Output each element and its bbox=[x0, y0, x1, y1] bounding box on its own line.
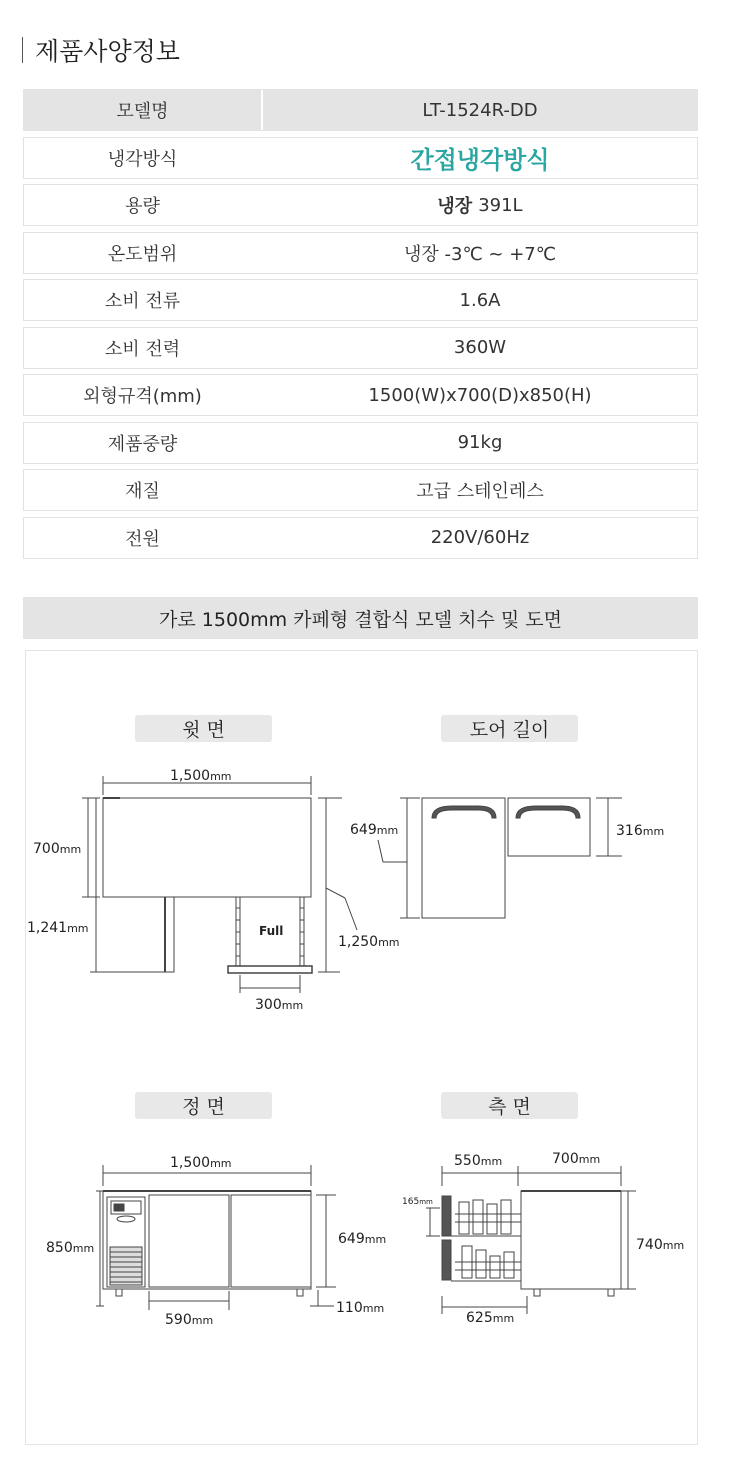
spec-key: 소비 전류 bbox=[24, 280, 263, 320]
spec-value: LT-1524R-DD bbox=[422, 99, 538, 121]
spec-key: 용량 bbox=[24, 185, 263, 225]
front-width-label: 1,500mm bbox=[170, 1155, 232, 1171]
full-label: Full bbox=[259, 924, 284, 938]
spec-key: 온도범위 bbox=[24, 233, 263, 273]
side-view-label: 측 면 bbox=[441, 1092, 578, 1119]
spec-value: 1.6A bbox=[459, 289, 501, 311]
top-gap-label: 300mm bbox=[255, 997, 304, 1013]
top-total-left-label: 1,241mm bbox=[27, 920, 89, 936]
top-depth-label: 700mm bbox=[33, 841, 82, 857]
spec-value: 1500(W)x700(D)x850(H) bbox=[368, 384, 592, 406]
front-view-label: 정 면 bbox=[135, 1092, 272, 1119]
side-open-label: 625mm bbox=[466, 1310, 515, 1326]
spec-value: 고급 스테인레스 bbox=[416, 481, 544, 502]
spec-value: 냉장 -3℃ ~ +7℃ bbox=[404, 243, 556, 265]
spec-key: 전원 bbox=[24, 518, 263, 558]
top-width-label: 1,500mm bbox=[170, 768, 232, 784]
front-height-label: 850mm bbox=[46, 1240, 95, 1256]
side-drawer-label: 550mm bbox=[454, 1153, 503, 1169]
spec-key: 모델명 bbox=[24, 90, 263, 130]
top-view-label: 윗 면 bbox=[135, 715, 272, 742]
spec-key: 냉각방식 bbox=[24, 138, 263, 178]
door-big-label: 649mm bbox=[350, 822, 399, 838]
spec-key: 소비 전력 bbox=[24, 328, 263, 368]
top-total-right-label: 1,250mm bbox=[338, 934, 400, 950]
front-door-width-label: 590mm bbox=[165, 1312, 214, 1328]
spec-key: 외형규격(mm) bbox=[24, 375, 263, 415]
spec-value: 360W bbox=[453, 337, 507, 358]
spec-key: 제품중량 bbox=[24, 423, 263, 463]
drawing-section-title: 가로 1500mm 카페형 결합식 모델 치수 및 도면 bbox=[23, 597, 698, 639]
page-title-text: 제품사양정보 bbox=[35, 37, 180, 66]
door-depth-label: 도어 길이 bbox=[441, 715, 578, 742]
door-small-label: 316mm bbox=[616, 823, 665, 839]
side-depth-label: 700mm bbox=[552, 1151, 601, 1167]
front-leg-label: 110mm bbox=[336, 1300, 385, 1316]
spec-value: 91kg bbox=[457, 432, 503, 453]
spec-value-text: 391L bbox=[478, 194, 523, 216]
spec-value: 간접냉각방식 bbox=[410, 146, 550, 174]
spec-value-bold: 냉장 bbox=[437, 196, 473, 217]
spec-value: 220V/60Hz bbox=[430, 527, 530, 548]
spec-key: 재질 bbox=[24, 470, 263, 510]
front-door-height-label: 649mm bbox=[338, 1231, 387, 1247]
side-height-label: 740mm bbox=[636, 1237, 685, 1253]
side-shelf-label: 165mm bbox=[402, 1197, 433, 1207]
